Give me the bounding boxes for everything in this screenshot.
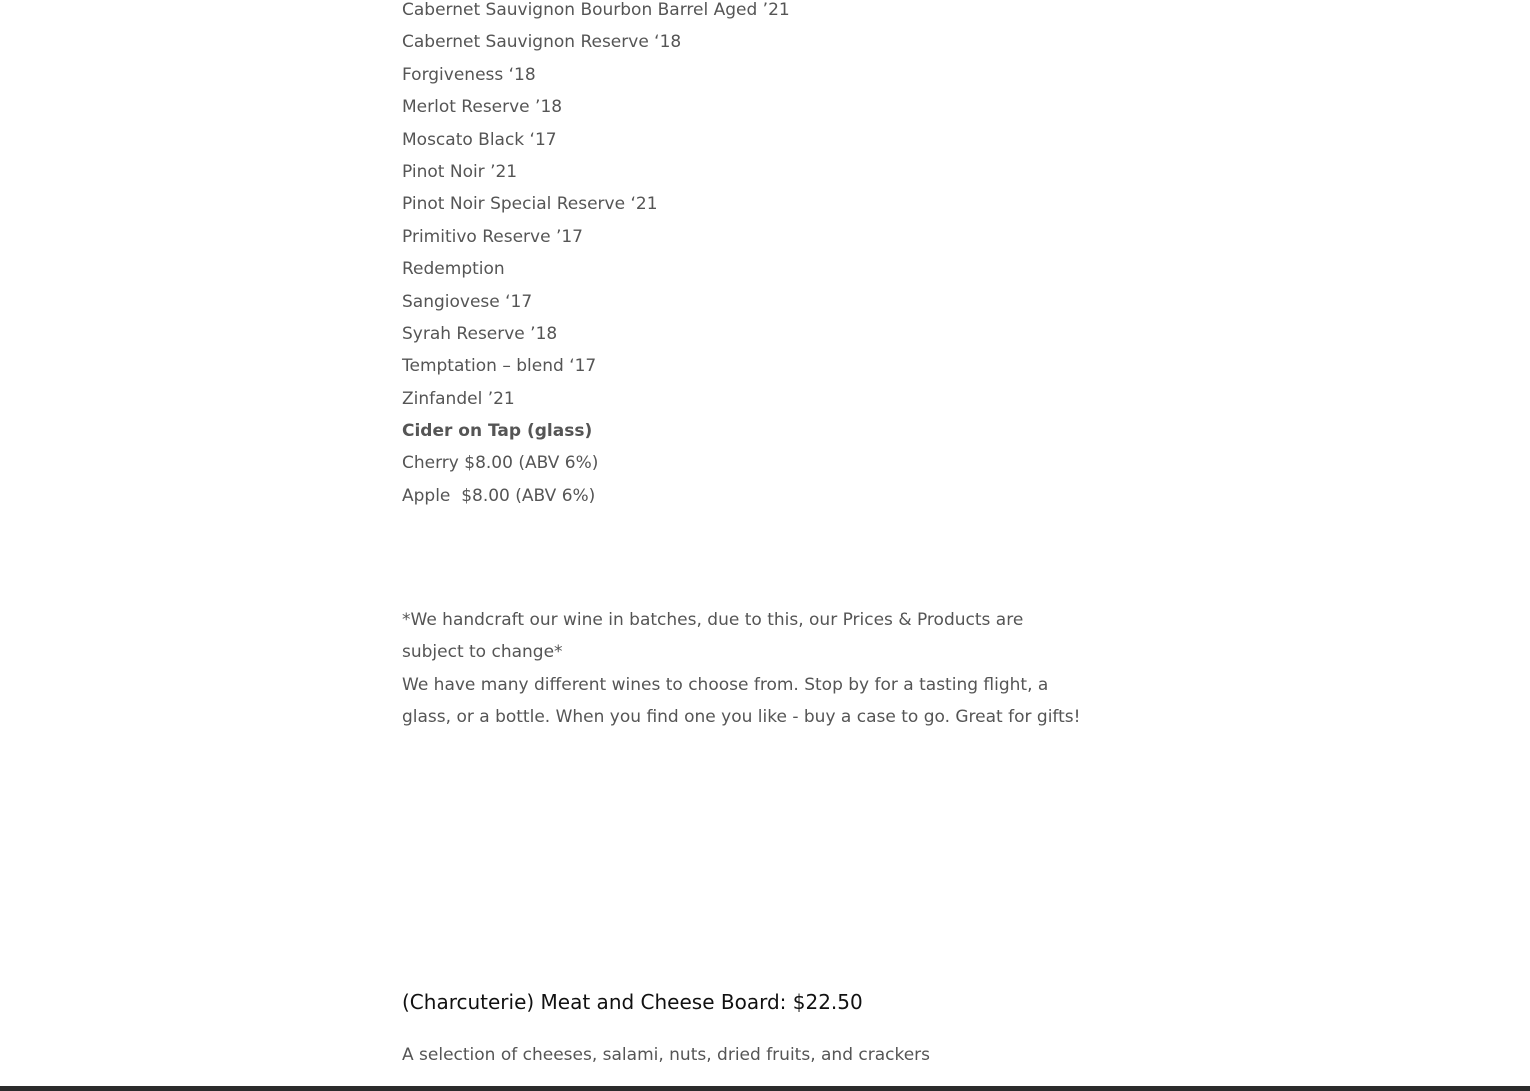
tasting-invitation: We have many different wines to choose from. Stop by for a tasting flight, a glass, or a bottle. When you find one you like - buy a case to go. Great for gifts! — [402, 674, 1081, 728]
wine-item-pinot-noir: Pinot Noir ’21 — [402, 161, 518, 182]
wine-item-temptation: Temptation – blend ‘17 — [402, 356, 597, 377]
bottom-bar — [0, 1086, 1530, 1091]
board-description: A selection of cheeses, salami, nuts, dried fruits, and crackers — [402, 1045, 931, 1065]
price-disclaimer: *We handcraft our wine in batches, due to this, our Prices & Products are subject to change* — [402, 610, 1024, 663]
wine-item-merlot-reserve: Merlot Reserve ’18 — [402, 97, 563, 118]
wine-item-syrah-reserve: Syrah Reserve ’18 — [402, 323, 558, 344]
cider-item-apple: Apple $8.00 (ABV 6%) — [402, 485, 596, 506]
wine-item-pinot-noir-special: Pinot Noir Special Reserve ‘21 — [402, 194, 658, 215]
wine-item-redemption: Redemption — [402, 259, 505, 280]
wine-item-cabernet-bourbon: Cabernet Sauvignon Bourbon Barrel Aged ’21 — [402, 0, 790, 20]
wine-item-moscato-black: Moscato Black ‘17 — [402, 129, 557, 150]
wine-item-cabernet-reserve: Cabernet Sauvignon Reserve ‘18 — [402, 32, 682, 53]
cider-item-cherry: Cherry $8.00 (ABV 6%) — [402, 453, 599, 474]
wine-item-zinfandel: Zinfandel ’21 — [402, 388, 515, 409]
wine-item-primitivo-reserve: Primitivo Reserve ’17 — [402, 226, 583, 247]
menu-note — [402, 604, 1102, 734]
wine-item-sangiovese: Sangiovese ‘17 — [402, 291, 533, 312]
board-title: (Charcuterie) Meat and Cheese Board: $22.50 — [402, 990, 863, 1014]
wine-item-forgiveness: Forgiveness ‘18 — [402, 64, 536, 85]
cider-heading: Cider on Tap (glass) — [402, 421, 593, 442]
wine-list — [402, 0, 790, 512]
